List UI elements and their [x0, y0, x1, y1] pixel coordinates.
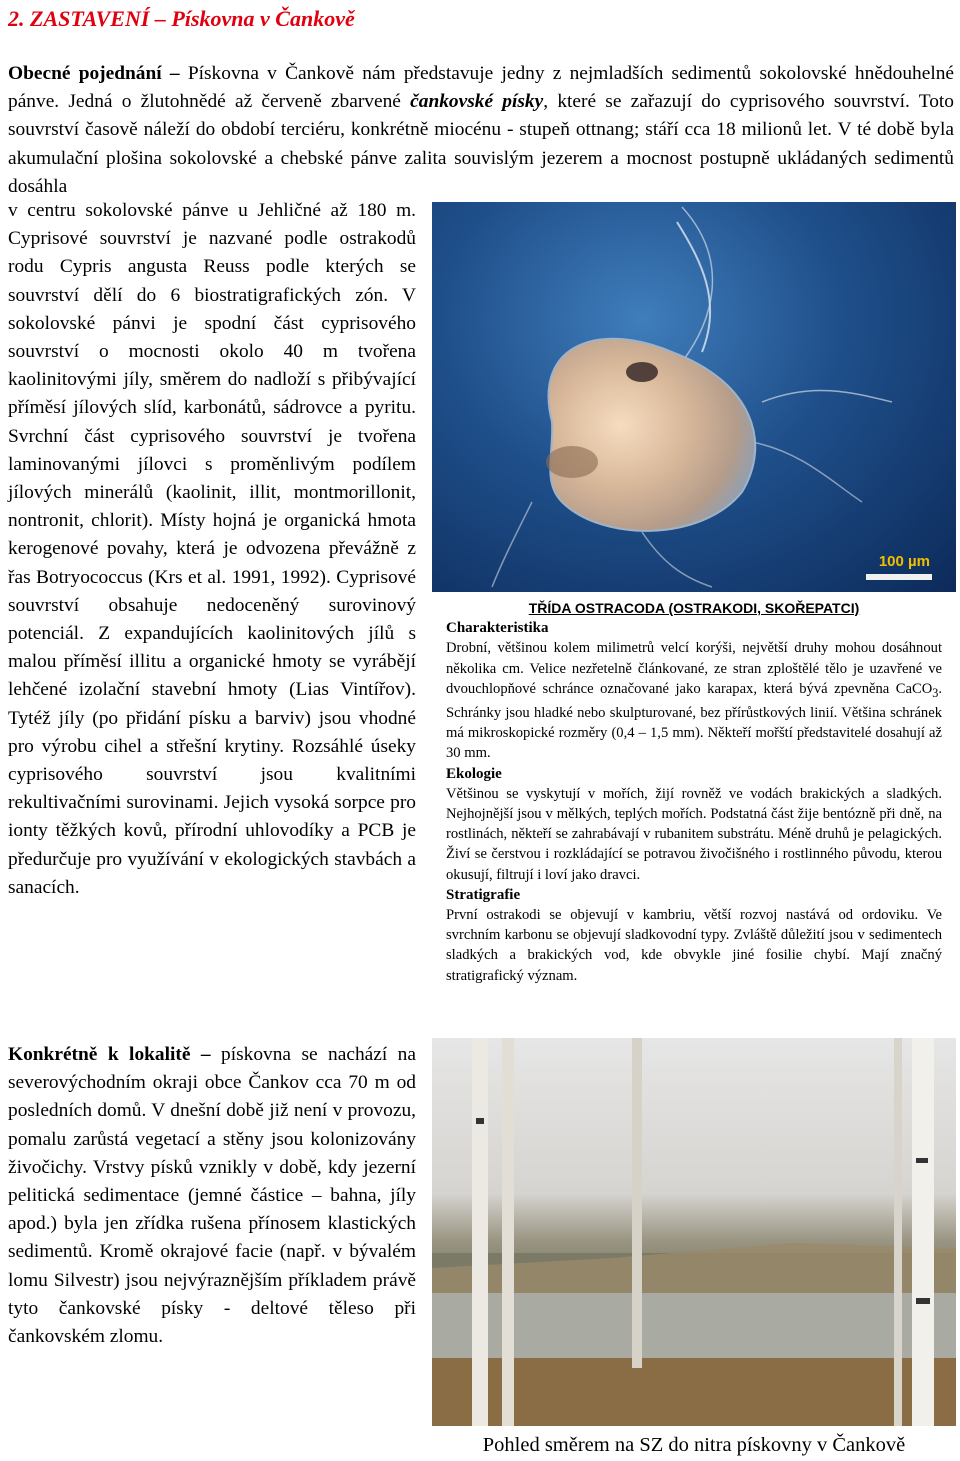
infobox-characteristics-text: Drobní, většinou kolem milimetrů velcí korýši, největší druhy mohou dosáhnout několika cm. Velice nezřetelně článkované, ze stran zploštělé tělo je uzavřené ve dvouchlopňové schránce označované jako karapax, která bývá zpevněna CaCO$_3$. Schránky jsou hladké nebo skulpturované, bez přírůstkových linií. Většina schránek má mikroskopické rozměry (0,4 – 1,5 mm). Někteří mořští představitelé dosahují až 30 mm. [446, 640, 942, 762]
sandpit-illustration [432, 1038, 956, 1426]
infobox-heading-stratigraphy: Stratigrafie [446, 886, 521, 903]
locality-text: pískovna se nachází na severovýchodním okraji obce Čankov cca 70 m od posledních domů. V dnešní době již není v provozu, pomalu zarůstá vegetací a stěny jsou kolonizovány živočichy. Vrstvy písků vznikly v době, kdy jezerní pelitická sedimentace (jemné částice – bahna, jíly apod.) byla jen zřídka rušena přínosem klastických sedimentů. Kromě okrajové facie (např. v bývalém lomu Silvestr) jsou nejvýraznějším příkladem právě tyto čankovské písky - deltové těleso při čankovském zlomu. [8, 1044, 416, 1348]
locality-paragraph [8, 1041, 416, 1351]
scale-bar [866, 574, 932, 580]
photo-caption: Pohled směrem na SZ do nitra pískovny v Čankově [482, 1434, 906, 1456]
infobox-heading-characteristics: Charakteristika [446, 620, 549, 637]
ostracoda-infobox [446, 598, 942, 986]
infobox-ecology-text: Většinou se vyskytují v mořích, žijí rovněž ve vodách brakických a sladkých. Nejhojnější jsou v mělkých, teplých mořích. Podstatná část žije bentózně při dně, na rostlinách, někteří se zahrabávají v rubanitem substrátu. Méně druhů je pelagických. Živí se čerstvou i rozkládající se potravou živočišného i rostlinného původu, kterou okusují, filtrují i loví jako dravci. [446, 785, 942, 883]
left-column-text: v centru sokolovské pánve u Jehličné až 180 m. Cyprisové souvrství je nazvané podle ostrakodů rodu Cypris angusta Reuss podle kterých se souvrství dělí do 6 biostratigrafických zón. V sokolovské pánvi je spodní část cyprisového souvrství o mocnosti okolo 40 m tvořena kaolinitovými jíly, směrem do nadloží s přibývající příměsí jílových slíd, karbonátů, sádrovce a pyritu. Svrchní část cyprisového souvrství je tvořena laminovanými jílovci s proměnlivým podílem jílových minerálů (kaolinit, illit, montmorillonit, nontronit, chlorit). Místy hojná je organická hmota kerogenové povahy, která je odvozena převážně z řas Botryococcus (Krs et al. 1991, 1992). Cyprisové souvrství obsahuje nedoceněný surovinový potenciál. Z expandujících kaolinitových jílů s malou příměsí illitu a organické hmoty se vyrábějí lehčené izolační stavební hmoty (Lias Vintířov). Tytéž jíly (po přidání písku a barviv) jsou vhodné pro výrobu cihel a střešní krytiny. Rozsáhlé úseky cyprisového souvrství jsou kvalitními rekultivačními surovinami. Jejich vysoká sorpce pro ionty těžkých kovů, přírodní uhlovodíky a PCB je předurčuje pro využívání v ekologických stavbách a sanacích. [8, 200, 416, 898]
intro-lead: Obecné pojednání – [8, 63, 180, 84]
sandpit-photo [432, 1038, 956, 1426]
intro-text-2: , které se zařazují do cyprisového souvrství. Toto souvrství časově náleží do období terciéru, konkrétně miocénu - stupeň ottnang; stáří cca 18 milionů let. V té době byla akumulační plošina sokolovské a chebské pánve zalita souvislým jezerem a mocnost postupně ukládaných sedimentů dosáhla [8, 91, 954, 197]
page-heading: 2. ZASTAVENÍ – Pískovna v Čankově [8, 6, 355, 31]
ostracod-illustration [432, 202, 956, 592]
intro-highlight: čankovské písky [410, 91, 544, 113]
scale-label: 100 µm [878, 553, 930, 570]
infobox-title: TŘÍDA OSTRACODA (OSTRAKODI, SKOŘEPATCI) [528, 600, 860, 616]
infobox-heading-ecology: Ekologie [446, 765, 502, 782]
ostracod-photo [432, 202, 956, 592]
infobox-stratigraphy-text: První ostrakodi se objevují v kambriu, větší rozvoj nastává od ordoviku. Ve svrchním karbonu se objevují sladkovodní typy. Zvláště důležití jsou v sedimentech sladkých a brakických vod, kde obvykle jiné fosilie chybí. Mají značný stratigrafický význam. [446, 906, 942, 984]
locality-lead: Konkrétně k lokalitě – [8, 1044, 211, 1065]
intro-text-1: Pískovna v Čankově nám představuje jedny z nejmladších sedimentů sokolovské hnědouhelné pánve. Jedná o žlutohnědé až červeně zbarvené [8, 63, 955, 113]
intro-paragraph [8, 60, 954, 201]
